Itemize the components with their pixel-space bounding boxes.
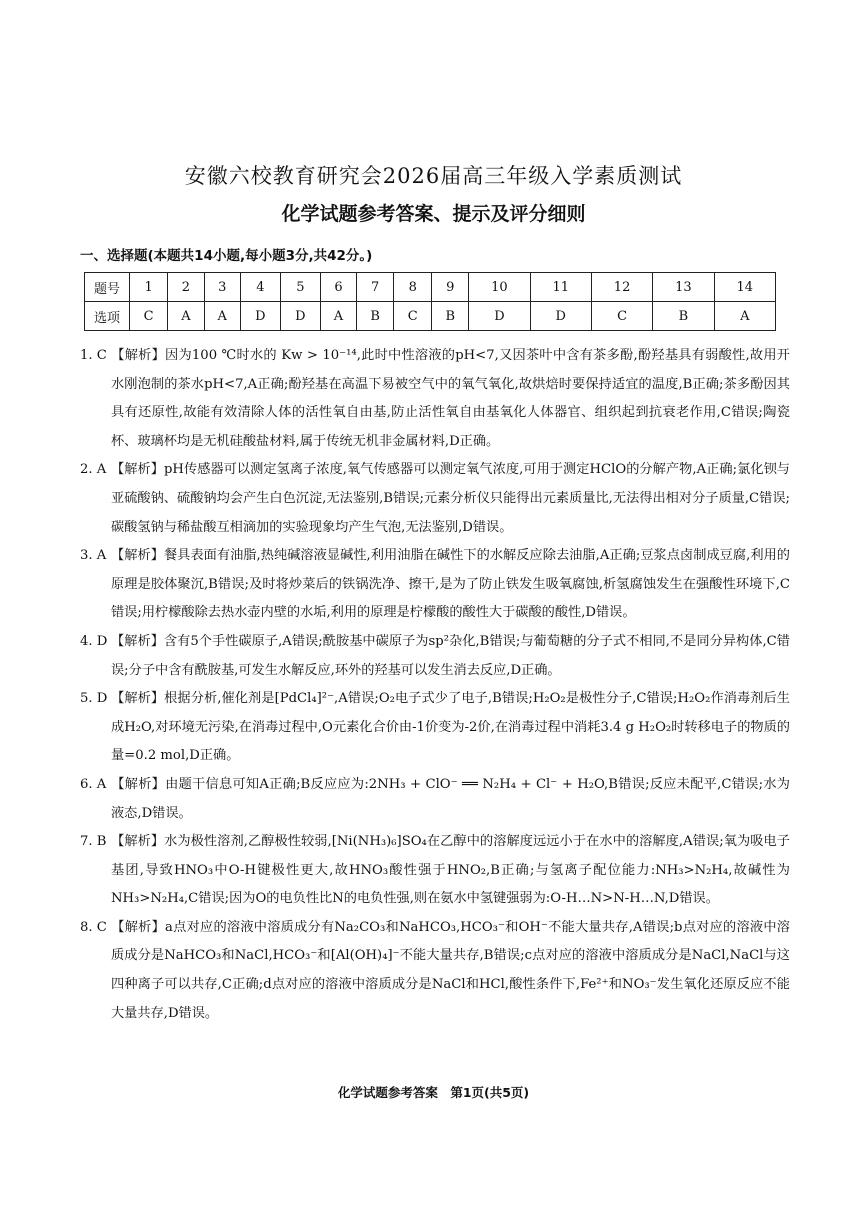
item-text: 【解析】pH传感器可以测定氢离子浓度,氧气传感器可以测定氧气浓度,可用于测定HClO的分解产物,A正确;氯化钡与亚硫酸钠、硫酸钠均会产生白色沉淀,无法鉴别,B错误;元素分析仪只能得出元素质量比,无法得出相对分子质量,C错误;碳酸氢钠与稀盐酸互相滴加的实验现象均产生气泡,无法鉴别,D错误。 bbox=[111, 462, 790, 535]
table-row-answers bbox=[85, 302, 776, 331]
question-number-cell: 12 bbox=[591, 273, 652, 302]
answer-cell: B bbox=[653, 302, 714, 331]
explanation-item bbox=[80, 342, 790, 456]
item-text: 【解析】根据分析,催化剂是[PdCl₄]²⁻,A错误;O₂电子式少了电子,B错误;H₂O₂是极性分子,C错误;H₂O₂作消毒剂后生成H₂O,对环境无污染,在消毒过程中,O元素化合价由-1价变为-2价,在消毒过程中消耗3.4 g H₂O₂时转移电子的物质的量=0.2 mol,D正确。 bbox=[111, 691, 790, 764]
item-number: 5. D bbox=[80, 691, 108, 707]
answer-cell: D bbox=[240, 302, 280, 331]
question-number-cell: 2 bbox=[168, 273, 204, 302]
section-heading: 一、选择题(本题共14小题,每小题3分,共42分。) bbox=[80, 248, 373, 264]
item-number: 4. D bbox=[80, 633, 108, 649]
row-label: 选项 bbox=[85, 302, 130, 331]
row-label: 题号 bbox=[85, 273, 130, 302]
item-text: 【解析】水为极性溶剂,乙醇极性较弱,[Ni(NH₃)₆]SO₄在乙醇中的溶解度远远小于在水中的溶解度,A错误;氧为吸电子基团,导致HNO₃中O-H键极性更大,故HNO₃酸性强于HNO₂,B正确;与氢离子配位能力:NH₃>N₂H₄,故碱性为NH₃>N₂H₄,C错误;因为O的电负性比N的电负性强,则在氨水中氢键强弱为:O-H…N>N-H…N,D错误。 bbox=[111, 834, 790, 907]
question-number-cell: 13 bbox=[653, 273, 714, 302]
item-number: 2. A bbox=[80, 462, 107, 478]
answer-table bbox=[84, 272, 776, 331]
answer-cell: A bbox=[320, 302, 356, 331]
question-number-cell: 11 bbox=[530, 273, 591, 302]
question-number-cell: 7 bbox=[357, 273, 394, 302]
item-number: 7. B bbox=[80, 834, 107, 850]
item-number: 1. C bbox=[80, 348, 107, 363]
answer-cell: C bbox=[591, 302, 652, 331]
item-number: 3. A bbox=[80, 548, 107, 564]
answer-cell: C bbox=[130, 302, 168, 331]
page-footer: 化学试题参考答案 第1页(共5页) bbox=[337, 1085, 530, 1100]
page-subtitle: 化学试题参考答案、提示及评分细则 bbox=[281, 203, 586, 225]
explanation-item bbox=[80, 456, 790, 542]
question-number-cell: 14 bbox=[714, 273, 775, 302]
question-number-cell: 9 bbox=[432, 273, 469, 302]
explanation-item bbox=[80, 628, 790, 685]
question-number-cell: 5 bbox=[280, 273, 320, 302]
answer-cell: C bbox=[394, 302, 432, 331]
answer-cell: B bbox=[432, 302, 469, 331]
explanation-item bbox=[80, 542, 790, 628]
answer-cell: D bbox=[280, 302, 320, 331]
explanation-item bbox=[80, 685, 790, 771]
item-text: 【解析】餐具表面有油脂,热纯碱溶液显碱性,利用油脂在碱性下的水解反应除去油脂,A正确;豆浆点卤制成豆腐,利用的原理是胶体聚沉,B错误;及时将炒菜后的铁锅洗净、擦干,是为了防止铁发生吸氧腐蚀,析氢腐蚀发生在强酸性环境下,C错误;用柠檬酸除去热水壶内壁的水垢,利用的原理是柠檬酸的酸性大于碳酸的酸性,D错误。 bbox=[111, 548, 790, 621]
item-number: 6. A bbox=[80, 776, 107, 792]
question-number-cell: 3 bbox=[204, 273, 240, 302]
question-number-cell: 10 bbox=[469, 273, 530, 302]
answer-cell: A bbox=[714, 302, 775, 331]
answer-cell: B bbox=[357, 302, 394, 331]
page-title: 安徽六校教育研究会2026届高三年级入学素质测试 bbox=[184, 164, 683, 188]
item-text: 【解析】含有5个手性碳原子,A错误;酰胺基中碳原子为sp²杂化,B错误;与葡萄糖的分子式不相同,不是同分异构体,C错误;分子中含有酰胺基,可发生水解反应,环外的羟基可以发生消去反应,D正确。 bbox=[111, 633, 790, 678]
explanation-item bbox=[80, 828, 790, 914]
question-number-cell: 8 bbox=[394, 273, 432, 302]
explanation-item bbox=[80, 771, 790, 828]
answer-cell: A bbox=[204, 302, 240, 331]
question-number-cell: 6 bbox=[320, 273, 356, 302]
item-text: 【解析】由题干信息可知A正确;B反应应为:2NH₃ + ClO⁻ ══ N₂H₄ + Cl⁻ + H₂O,B错误;反应未配平,C错误;水为液态,D错误。 bbox=[111, 776, 790, 821]
answer-cell: A bbox=[168, 302, 204, 331]
item-text: 【解析】a点对应的溶液中溶质成分有Na₂CO₃和NaHCO₃,HCO₃⁻和OH⁻不能大量共存,A错误;b点对应的溶液中溶质成分是NaHCO₃和NaCl,HCO₃⁻和[Al(OH)₄]⁻不能大量共存,B错误;c点对应的溶液中溶质成分是NaCl,NaCl与这四种离子可以共存,C正确;d点对应的溶液中溶质成分是NaCl和HCl,酸性条件下,Fe²⁺和NO₃⁻发生氧化还原反应不能大量共存,D错误。 bbox=[111, 919, 790, 1021]
item-number: 8. C bbox=[80, 919, 107, 935]
answer-cell: D bbox=[469, 302, 530, 331]
item-text: 【解析】因为100 ℃时水的 Kw > 10⁻¹⁴,此时中性溶液的pH<7,又因茶叶中含有茶多酚,酚羟基具有弱酸性,故用开水刚泡制的茶水pH<7,A正确;酚羟基在高温下易被空气中的氧气氧化,故烘焙时要保持适宜的温度,B正确;茶多酚因其具有还原性,故能有效清除人体的活性氧自由基,防止活性氧自由基氧化人体器官、组织起到抗衰老作用,C错误;陶瓷杯、玻璃杯均是无机硅酸盐材料,属于传统无机非金属材料,D正确。 bbox=[111, 348, 790, 449]
answer-cell: D bbox=[530, 302, 591, 331]
question-number-cell: 1 bbox=[130, 273, 168, 302]
question-number-cell: 4 bbox=[240, 273, 280, 302]
explanations bbox=[80, 342, 790, 1028]
explanation-item bbox=[80, 914, 790, 1028]
table-row-numbers bbox=[85, 273, 776, 302]
